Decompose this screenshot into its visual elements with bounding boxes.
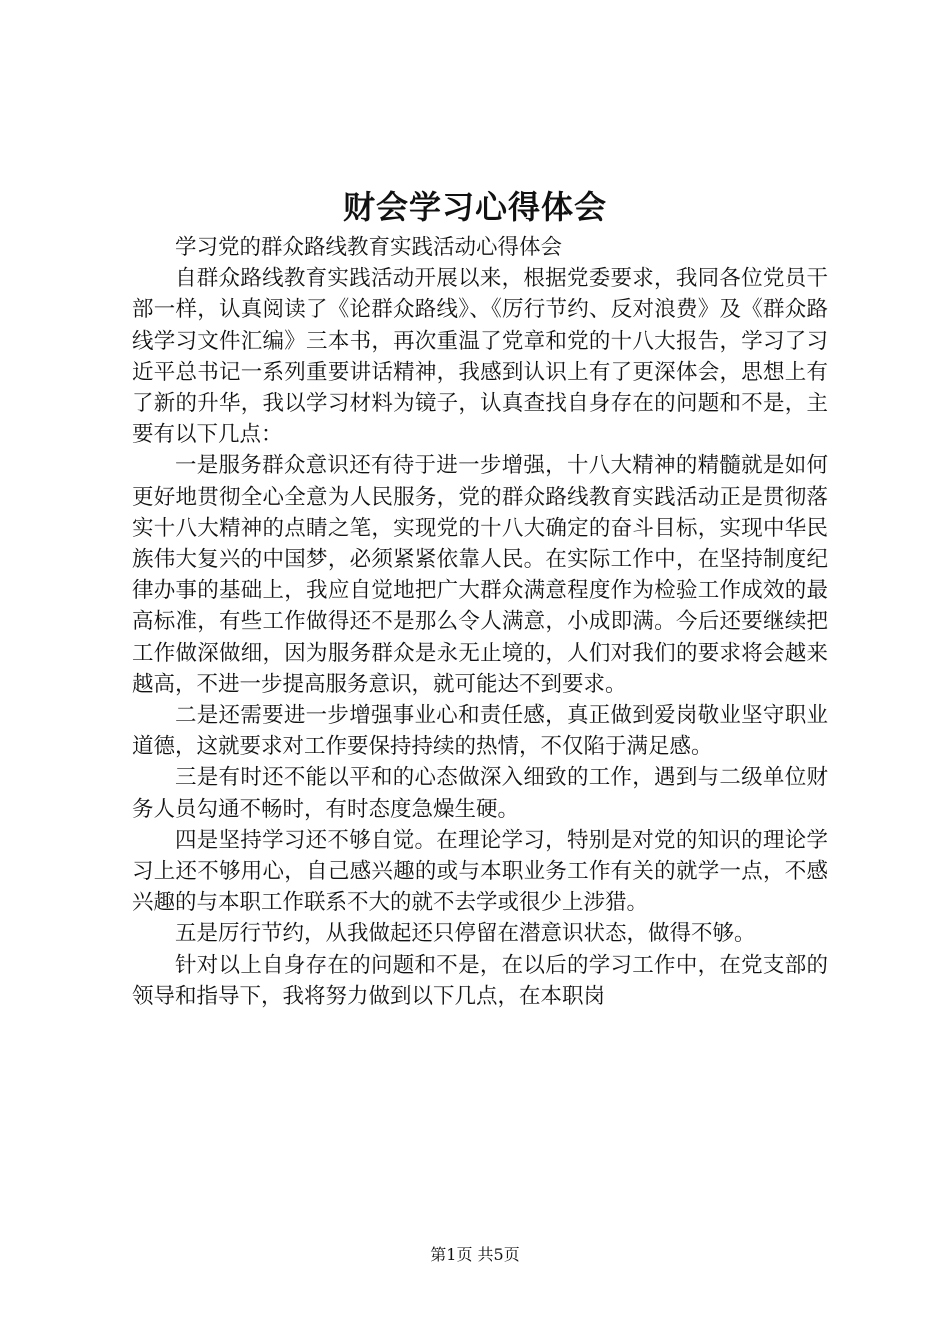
document-title: 财会学习心得体会 [342, 188, 607, 226]
body-paragraph: 五是厉行节约，从我做起还只停留在潜意识状态，做得不够。 [175, 921, 756, 947]
body-paragraph: 自群众路线教育实践活动开展以来，根据党委要求，我同各位党员干部一样，认真阅读了《论群众路线》、《厉行节约、反对浪费》及《群众路线学习文件汇编》三本书，再次重温了党章和党的十八大报告，学习了习近平总书记一系列重要讲话精神，我感到认识上有了更深体会，思想上有了新的升华，我以学习材料为镜子，认真查找自身存在的问题和不是，主要有以下几点： [132, 266, 828, 448]
body-paragraph: 针对以上自身存在的问题和不是，在以后的学习工作中，在党支部的领导和指导下，我将努力做到以下几点，在本职岗 [132, 952, 828, 1009]
subtitle-paragraph: 学习党的群众路线教育实践活动心得体会 [175, 235, 563, 260]
body-paragraph: 四是坚持学习还不够自觉。在理论学习，特别是对党的知识的理论学习上还不够用心，自己感兴趣的或与本职业务工作有关的就学一点，不感兴趣的与本职工作联系不大的就不去学或很少上涉猎。 [132, 827, 828, 916]
document-body [132, 232, 828, 1012]
body-paragraph: 三是有时还不能以平和的心态做深入细致的工作，遇到与二级单位财务人员勾通不畅时，有时态度急燥生硬。 [132, 765, 828, 822]
body-paragraph: 二是还需要进一步增强事业心和责任感，真正做到爱岗敬业坚守职业道德，这就要求对工作要保持持续的热情，不仅陷于满足感。 [132, 703, 828, 760]
body-paragraph: 一是服务群众意识还有待于进一步增强，十八大精神的精髓就是如何更好地贯彻全心全意为人民服务，党的群众路线教育实践活动正是贯彻落实十八大精神的点睛之笔，实现党的十八大确定的奋斗目标，实现中华民族伟大复兴的中国梦，必须紧紧依靠人民。在实际工作中，在坚持制度纪律办事的基础上，我应自觉地把广大群众满意程度作为检验工作成效的最高标准，有些工作做得还不是那么令人满意，小成即满。今后还要继续把工作做深做细，因为服务群众是永无止境的，人们对我们的要求将会越来越高，不进一步提高服务意识，就可能达不到要求。 [132, 453, 828, 697]
page-number-footer: 第1页 共5页 [430, 1245, 520, 1264]
